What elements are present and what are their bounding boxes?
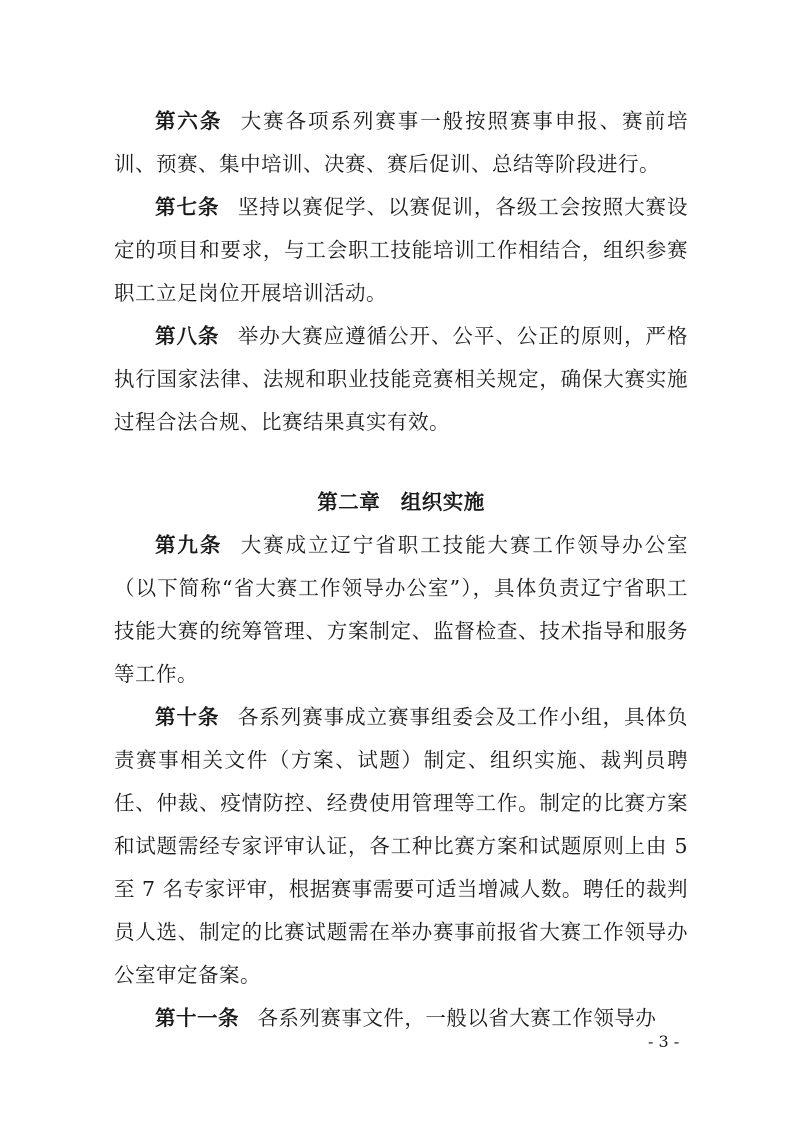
article-7 bbox=[114, 186, 688, 315]
article-11 bbox=[114, 997, 688, 1040]
article-10 bbox=[114, 696, 688, 997]
article-11-label: 第十一条 bbox=[155, 1006, 239, 1030]
chapter-title: 组织实施 bbox=[400, 490, 485, 514]
article-9-label: 第九条 bbox=[155, 533, 223, 557]
page-number: - 3 - bbox=[648, 1032, 680, 1051]
document-body bbox=[114, 100, 688, 1040]
article-6-label: 第六条 bbox=[155, 109, 223, 133]
chapter-heading bbox=[114, 481, 688, 524]
chapter-number: 第二章 bbox=[317, 490, 381, 514]
article-10-label: 第十条 bbox=[155, 705, 220, 729]
article-9-text: 大赛成立辽宁省职工技能大赛工作领导办公室（以下简称“省大赛工作领导办公室”），具体负责辽宁省职工技能大赛的统筹管理、方案制定、监督检查、技术指导和服务等工作。 bbox=[114, 533, 689, 686]
article-6 bbox=[114, 100, 688, 186]
article-8-label: 第八条 bbox=[155, 324, 220, 348]
article-7-label: 第七条 bbox=[155, 195, 220, 219]
article-10-text: 各系列赛事成立赛事组委会及工作小组，具体负责赛事相关文件（方案、试题）制定、组织实施、裁判员聘任、仲裁、疫情防控、经费使用管理等工作。制定的比赛方案和试题需经专家评审认证，各工种比赛方案和试题原则上由 5 至 7 名专家评审，根据赛事需要可适当增减人数。聘任的裁判员人选、制定的比赛试题需在举办赛事前报省大赛工作领导办公室审定备案。 bbox=[114, 705, 689, 987]
section-spacer bbox=[114, 444, 688, 481]
article-8 bbox=[114, 315, 688, 444]
article-7-text: 坚持以赛促学、以赛促训，各级工会按照大赛设定的项目和要求，与工会职工技能培训工作相结合，组织参赛职工立足岗位开展培训活动。 bbox=[114, 195, 689, 305]
article-9 bbox=[114, 524, 688, 696]
article-8-text: 举办大赛应遵循公开、公平、公正的原则，严格执行国家法律、法规和职业技能竞赛相关规定，确保大赛实施过程合法合规、比赛结果真实有效。 bbox=[114, 324, 689, 434]
article-6-text: 大赛各项系列赛事一般按照赛事申报、赛前培训、预赛、集中培训、决赛、赛后促训、总结等阶段进行。 bbox=[114, 109, 689, 176]
article-11-text: 各系列赛事文件，一般以省大赛工作领导办 bbox=[257, 1006, 657, 1030]
